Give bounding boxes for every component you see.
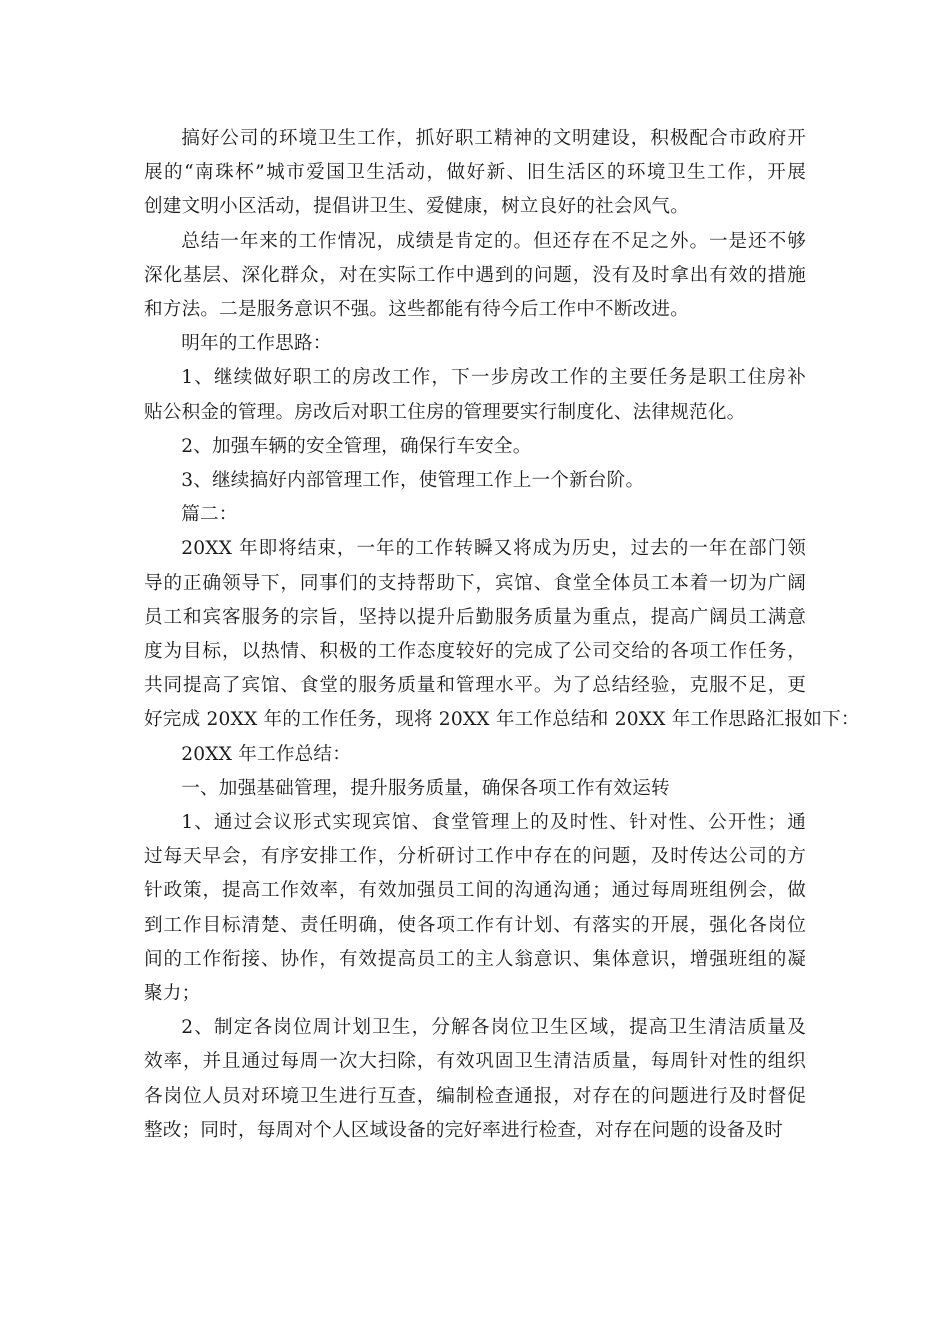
text-line: 和方法。二是服务意识不强。这些都能有待今后工作中不断改进。 <box>144 299 690 321</box>
text-line: 到工作目标清楚、责任明确，使各项工作有计划、有落实的开展，强化各岗位 <box>144 914 806 936</box>
text-line: 过每天早会，有序安排工作，分析研讨工作中存在的问题，及时传达公司的方 <box>144 846 806 868</box>
text-line: 好完成 20XX 年的工作任务，现将 20XX 年工作总结和 20XX 年工作思路汇报如下： <box>144 709 860 731</box>
text-line: 整改；同时，每周对个人区域设备的完好率进行检查，对存在问题的设备及时 <box>144 1119 783 1141</box>
paragraph <box>144 532 860 737</box>
text-line: 20XX 年工作总结： <box>181 743 351 765</box>
paragraph <box>144 1011 806 1148</box>
paragraph <box>144 498 806 532</box>
text-line: 一、加强基础管理，提升服务质量，确保各项工作有效运转 <box>181 777 670 799</box>
text-line: 员工和宾客服务的宗旨，坚持以提升后勤服务质量为重点，提高广阔员工满意 <box>144 606 806 628</box>
text-line: 搞好公司的环境卫生工作，抓好职工精神的文明建设，积极配合市政府开 <box>181 128 806 149</box>
text-line: 创建文明小区活动，提倡讲卫生、爱健康，树立良好的社会风气。 <box>144 196 690 218</box>
text-line: 1、继续做好职工的房改工作，下一步房改工作的主要任务是职工住房补 <box>181 367 806 389</box>
text-line: 各岗位人员对环境卫生进行互查，编制检查通报，对存在的问题进行及时督促 <box>144 1085 806 1107</box>
document-page <box>144 122 860 1148</box>
text-line: 明年的工作思路： <box>181 333 332 355</box>
text-line: 针政策，提高工作效率，有效加强员工间的沟通沟通；通过每周班组例会，做 <box>144 880 806 902</box>
text-line: 1、通过会议形式实现宾馆、食堂管理上的及时性、针对性、公开性；通 <box>181 812 806 834</box>
paragraph <box>144 806 806 1011</box>
text-line: 共同提高了宾馆、食堂的服务质量和管理水平。为了总结经验，克服不足，更 <box>144 675 806 697</box>
paragraph <box>144 122 806 225</box>
text-line: 2、制定各岗位周计划卫生，分解各岗位卫生区域，提高卫生清洁质量及 <box>181 1017 806 1039</box>
text-line: 展的“南珠杯”城市爱国卫生活动，做好新、旧生活区的环境卫生工作，开展 <box>144 162 806 184</box>
paragraph <box>144 361 806 429</box>
text-line: 2、加强车辆的安全管理，确保行车安全。 <box>181 435 532 457</box>
text-line: 总结一年来的工作情况，成绩是肯定的。但还存在不足之外。一是还不够 <box>181 230 806 252</box>
paragraph <box>144 225 806 328</box>
paragraph <box>144 327 806 361</box>
paragraph <box>144 464 806 498</box>
text-line: 聚力； <box>144 983 201 1005</box>
text-line: 效率，并且通过每周一次大扫除，有效巩固卫生清洁质量，每周针对性的组织 <box>144 1051 806 1073</box>
text-line: 贴公积金的管理。房改后对职工住房的管理要实行制度化、法律规范化。 <box>144 401 746 423</box>
text-line: 篇二： <box>181 504 238 526</box>
text-line: 20XX 年即将结束，一年的工作转瞬又将成为历史，过去的一年在部门领 <box>181 538 806 560</box>
text-line: 深化基层、深化群众，对在实际工作中遇到的问题，没有及时拿出有效的措施 <box>144 264 806 286</box>
text-line: 导的正确领导下，同事们的支持帮助下，宾馆、食堂全体员工本着一切为广阔 <box>144 572 806 594</box>
paragraph <box>144 430 806 464</box>
text-line: 3、继续搞好内部管理工作，使管理工作上一个新台阶。 <box>181 470 645 492</box>
text-line: 度为目标，以热情、积极的工作态度较好的完成了公司交给的各项工作任务， <box>144 641 806 663</box>
text-line: 间的工作衔接、协作，有效提高员工的主人翁意识、集体意识，增强班组的凝 <box>144 948 806 970</box>
paragraph <box>144 772 806 806</box>
paragraph <box>144 738 806 772</box>
